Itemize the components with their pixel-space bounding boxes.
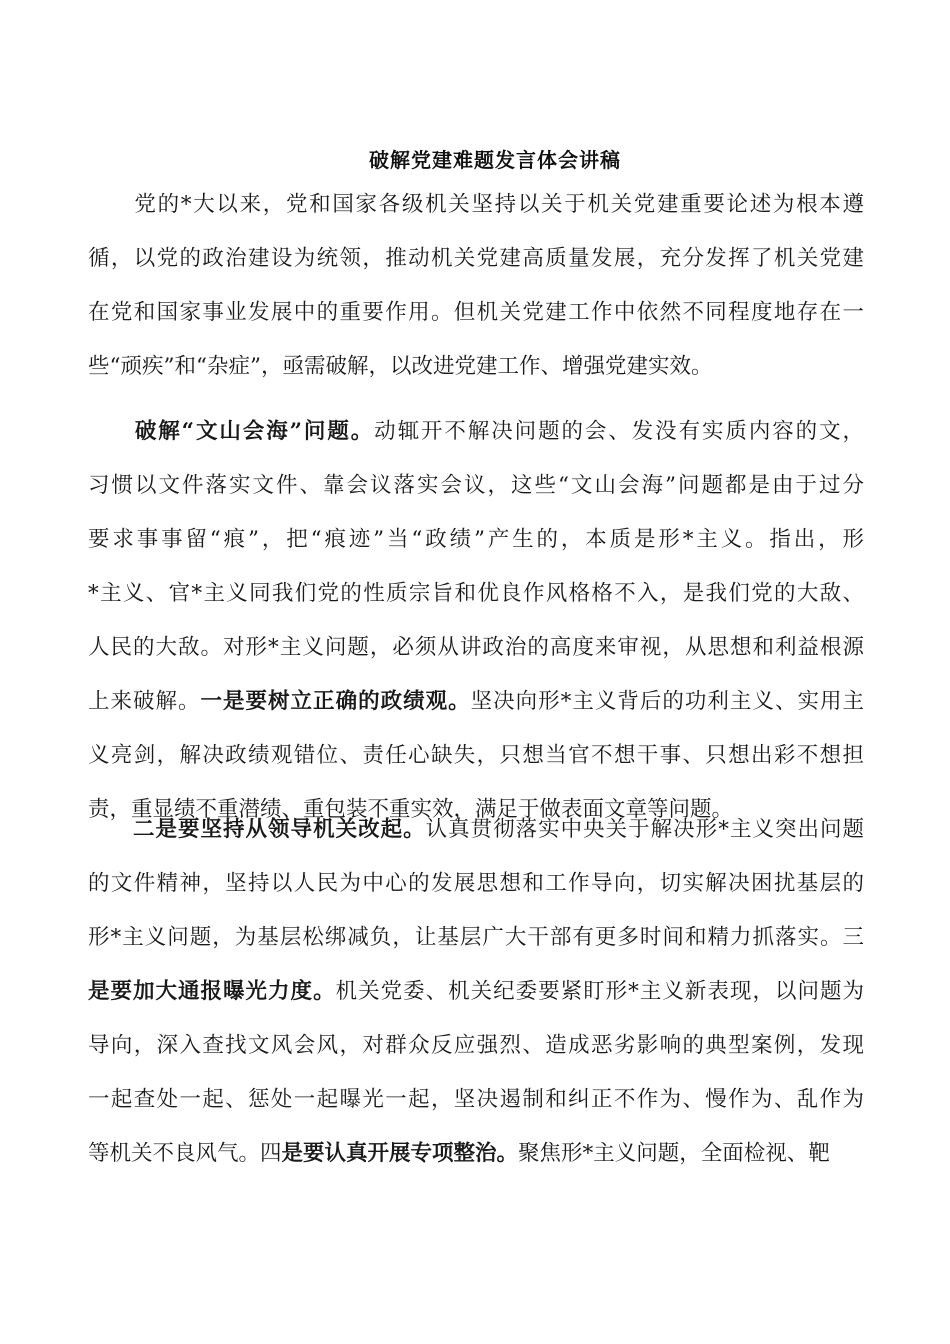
text-run: 在党和国家事业发展中的重要作用。但机关党建工作中依然不同程度地存在一 (88, 300, 864, 325)
text-line (88, 567, 864, 621)
text-line (88, 232, 864, 286)
text-run: 些“顽疾”和“杂症”，亟需破解，以改进党建工作、增强党建实效。 (88, 354, 713, 379)
text-run: 循，以党的政治建设为统领，推动机关党建高质量发展，充分发挥了机关党建 (88, 246, 864, 271)
text-line (88, 965, 864, 1019)
text-run: 的文件精神，坚持以人民为中心的发展思想和工作导向，切实解决困扰基层的 (88, 871, 864, 896)
bold-heading-run: 破解“文山会海”问题。 (134, 419, 375, 444)
text-line (88, 911, 864, 965)
paragraph-wenshan-huihai (88, 405, 864, 837)
text-run (88, 419, 135, 444)
text-line (88, 178, 864, 232)
text-run: 形*主义问题，为基层松绑减负，让基层广大干部有更多时间和精力抓落实。三 (88, 925, 864, 950)
text-line (88, 513, 864, 567)
text-run: 等机关不良风气。四 (88, 1141, 282, 1166)
text-run: 党的*大以来，党和国家各级机关坚持以关于机关党建重要论述为根本遵 (88, 192, 864, 217)
text-line (88, 1019, 864, 1073)
text-run: 认真贯彻落实中央关于解决形*主义突出问题 (425, 817, 864, 842)
text-line (88, 286, 864, 340)
text-run: 习惯以文件落实文件、靠会议落实会议，这些“文山会海”问题都是由于过分 (88, 473, 864, 498)
text-line (88, 729, 864, 783)
text-run: 聚焦形*主义问题，全面检视、靶 (518, 1141, 830, 1166)
text-line (88, 803, 864, 857)
text-run: 要求事事留“痕”，把“痕迹”当“政绩”产生的，本质是形*主义。指出，形 (88, 527, 864, 552)
paragraph-leadership-reform (88, 803, 864, 1181)
text-run: 动辄开不解决问题的会、发没有实质内容的文， (374, 419, 864, 444)
text-run: 一起查处一起、惩处一起曝光一起，坚决遏制和纠正不作为、慢作为、乱作为 (88, 1087, 864, 1112)
page-title: 破解党建难题发言体会讲稿 (369, 148, 621, 172)
bold-heading-run: 一是要树立正确的政绩观。 (200, 689, 471, 714)
text-line (88, 621, 864, 675)
text-run: 义亮剑，解决政绩观错位、责任心缺失，只想当官不想干事、只想出彩不想担 (88, 743, 864, 768)
text-line (88, 1127, 864, 1181)
bold-heading-run: 是要加大通报曝光力度。 (88, 979, 336, 1004)
bold-heading-run: 二是要坚持从领导机关改起。 (133, 817, 426, 842)
text-run: 机关党委、机关纪委要紧盯形*主义新表现，以问题为 (335, 979, 864, 1004)
text-line (88, 459, 864, 513)
text-line (88, 340, 864, 394)
text-run (88, 817, 133, 842)
text-run: 导向，深入查找文风会风，对群众反应强烈、造成恶劣影响的典型案例，发现 (88, 1033, 864, 1058)
text-run: 责，重显绩不重潜绩、重包装不重实效，满足于做表面文章等问题。 (88, 797, 734, 822)
text-run: 上来破解。 (88, 689, 201, 714)
text-line (88, 1073, 864, 1127)
text-line (88, 675, 864, 729)
text-run: *主义、官*主义同我们党的性质宗旨和优良作风格格不入，是我们党的大敌、 (88, 581, 864, 606)
paragraph-intro (88, 178, 864, 394)
text-line (88, 857, 864, 911)
bold-heading-run: 是要认真开展专项整治。 (281, 1141, 519, 1166)
text-run: 坚决向形*主义背后的功利主义、实用主 (470, 689, 864, 714)
text-line (88, 405, 864, 459)
text-run: 人民的大敌。对形*主义问题，必须从讲政治的高度来审视，从思想和利益根源 (88, 635, 864, 660)
